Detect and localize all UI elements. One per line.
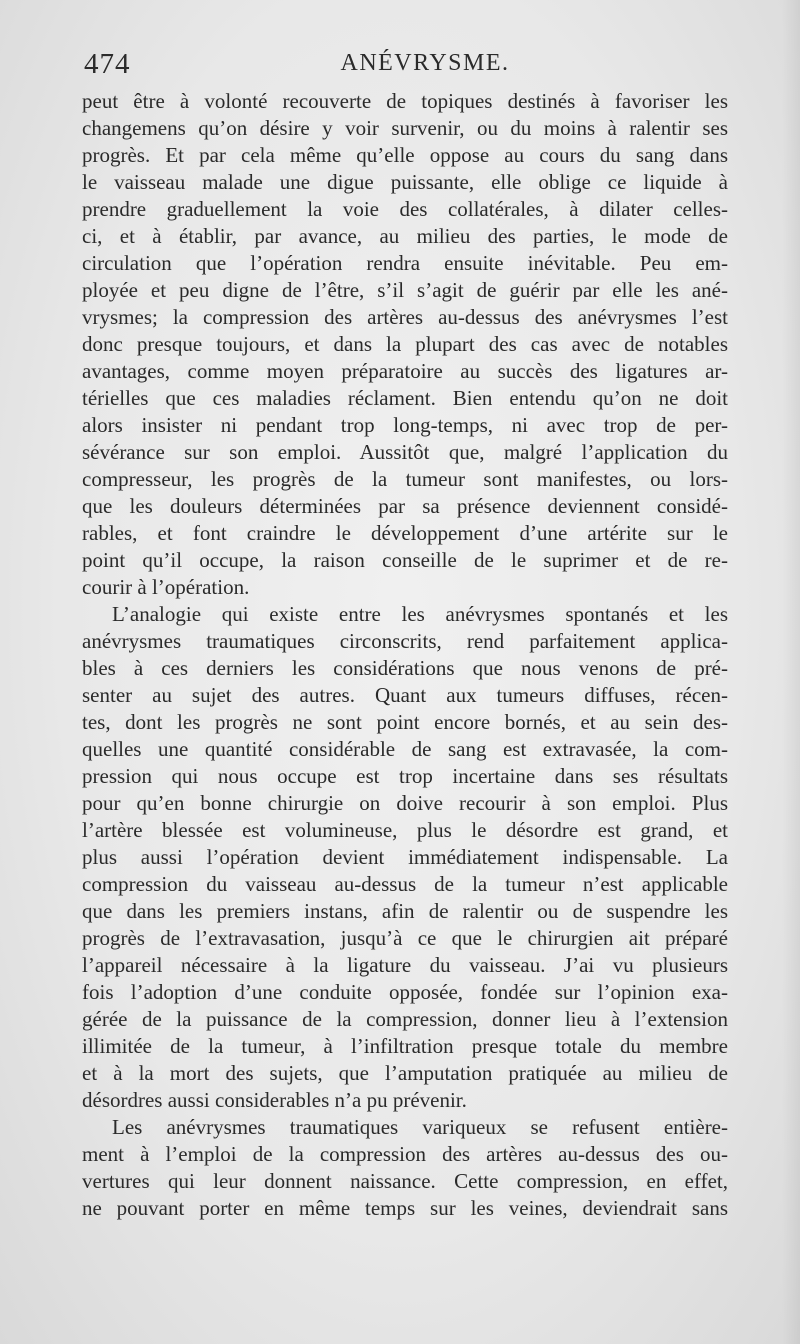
page-header [84,48,726,84]
text-line: vrysmes; la compression des artères au-dessus des anévrysmes l’est [82,305,728,329]
text-line: anévrysmes traumatiques circonscrits, rend parfaitement applica- [82,629,728,653]
text-line: ne pouvant porter en même temps sur les veines, deviendrait sans [82,1196,728,1220]
text-line: peut être à volonté recouverte de topiques destinés à favoriser les [82,89,728,113]
text-line: le vaisseau malade une digue puissante, elle oblige ce liquide à [82,170,728,194]
text-line: progrès. Et par cela même qu’elle oppose au cours du sang dans [82,143,728,167]
text-line: pour qu’en bonne chirurgie on doive recourir à son emploi. Plus [82,791,728,815]
text-line: Les anévrysmes traumatiques variqueux se refusent entière- [112,1115,728,1139]
paragraph [82,1114,728,1222]
page-edge-shadow [782,0,800,1344]
paragraph [82,601,728,1114]
text-line: donc presque toujours, et dans la plupart des cas avec de notables [82,332,728,356]
body-text [82,88,728,1222]
text-line: fois l’adoption d’une conduite opposée, fondée sur l’opinion exa- [82,980,728,1004]
text-line: pression qui nous occupe est trop incertaine dans ses résultats [82,764,728,788]
text-line: prendre graduellement la voie des collatérales, à dilater celles- [82,197,728,221]
text-line: et à la mort des sujets, que l’amputation pratiquée au milieu de [82,1061,728,1085]
text-line: tes, dont les progrès ne sont point encore bornés, et au sein des- [82,710,728,734]
text-line: alors insister ni pendant trop long-temps, ni avec trop de per- [82,413,728,437]
text-line: l’appareil nécessaire à la ligature du vaisseau. J’ai vu plusieurs [82,953,728,977]
text-line: bles à ces derniers les considérations que nous venons de pré- [82,656,728,680]
text-line: plus aussi l’opération devient immédiatement indispensable. La [82,845,728,869]
text-line: ci, et à établir, par avance, au milieu des parties, le mode de [82,224,728,248]
text-line: que les douleurs déterminées par sa présence deviennent considé- [82,494,728,518]
text-line: compresseur, les progrès de la tumeur sont manifestes, ou lors- [82,467,728,491]
text-line: circulation que l’opération rendra ensuite inévitable. Peu em- [82,251,728,275]
text-line: vertures qui leur donnent naissance. Cette compression, en effet, [82,1169,728,1193]
text-line: quelles une quantité considérable de sang est extravasée, la com- [82,737,728,761]
text-line: L’analogie qui existe entre les anévrysmes spontanés et les [112,602,728,626]
text-line: désordres aussi considerables n’a pu prévenir. [82,1088,467,1112]
running-head: ANÉVRYSME. [340,50,510,76]
text-line: point qu’il occupe, la raison conseille de le suprimer et de re- [82,548,728,572]
text-line: gérée de la puissance de la compression, donner lieu à l’extension [82,1007,728,1031]
text-line: que dans les premiers instans, afin de ralentir ou de suspendre les [82,899,728,923]
text-line: sévérance sur son emploi. Aussitôt que, malgré l’application du [82,440,728,464]
text-line: illimitée de la tumeur, à l’infiltration presque totale du membre [82,1034,728,1058]
text-line: senter au sujet des autres. Quant aux tumeurs diffuses, récen- [82,683,728,707]
text-line: avantages, comme moyen préparatoire au succès des ligatures ar- [82,359,728,383]
text-line: ment à l’emploi de la compression des artères au-dessus des ou- [82,1142,728,1166]
text-line: progrès de l’extravasation, jusqu’à ce que le chirurgien ait préparé [82,926,728,950]
text-line: ployée et peu digne de l’être, s’il s’agit de guérir par elle les ané- [82,278,728,302]
text-line: l’artère blessée est volumineuse, plus le désordre est grand, et [82,818,728,842]
page-number: 474 [84,48,131,80]
text-line: rables, et font craindre le développement d’une artérite sur le [82,521,728,545]
text-line: compression du vaisseau au-dessus de la tumeur n’est applicable [82,872,728,896]
paragraph [82,88,728,601]
text-line: térielles que ces maladies réclament. Bien entendu qu’on ne doit [82,386,728,410]
text-line: changemens qu’on désire y voir survenir, ou du moins à ralentir ses [82,116,728,140]
text-line: courir à l’opération. [82,575,250,599]
